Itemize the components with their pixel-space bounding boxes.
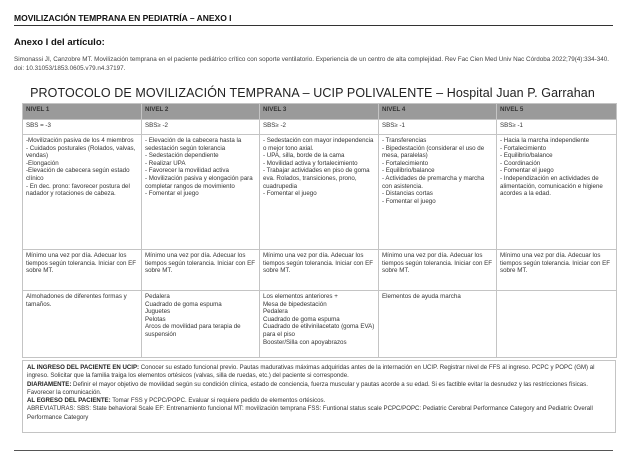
note-label: DIARIAMENTE: (27, 380, 72, 388)
level-header-row (23, 104, 617, 120)
activity-item: - Fomentar el juego (145, 190, 199, 198)
activity-item: -Elongación (26, 159, 59, 167)
activity-item: - Hacia la marcha independiente (500, 137, 590, 144)
activity-item: - Cuidados posturales (Rolados, valvas, vendas) (26, 144, 136, 160)
article-citation: Simonassi JI, Canzobre MT. Movilización temprana en el paciente pediátrico crítico con soporte ventilatorio. Experiencia de un centro de alta complejidad. Rev Fac Cien Med Univ Nac Córdoba 2022;79(4):334-340. doi: 10.31053/1853.0605.v79.n4.37197. (14, 56, 610, 72)
equipment-item: Pedalera (263, 308, 288, 316)
activity-item: - Sedestación dependiente (145, 152, 219, 160)
equipment-item: Pelotas (145, 315, 166, 323)
frequency-row (23, 250, 617, 291)
activity-item: - Equilibrio/balance (382, 167, 435, 175)
note-abbreviations: ABREVIATURAS: SBS: State behavioral Scale EF: Entrenamiento funcional MT: movilización temprana FSS: Funtional status scale PCPC/POPC: Pediatric Cerebral Performance Category and Pediatric Overall Performance Category (27, 405, 593, 421)
activities-row (23, 135, 617, 250)
annex-heading: Anexo I del artículo: (14, 37, 105, 48)
activity-item: - Equilibrio/balance (500, 152, 553, 160)
note-ingreso (27, 364, 611, 381)
activity-item: - Movilización pasiva y elongación para completar rangos de movimiento (145, 174, 253, 190)
activity-item: - Fortalecimiento (500, 144, 547, 152)
sbs-cell: SBS≥ -1 (379, 120, 497, 135)
note-text: Conocer su estado funcional previo. Pautas madurativas máximas adquiridas antes de la internación en UCIP. Registrar nivel de FFS al ingreso. PCPC y POPC (GM) al ingreso. Solicitar que la familia traiga los elementos ortésicos (valvas, silla de ruedas, etc.) del paciente si corresponde. (27, 364, 595, 380)
level-header: NIVEL 2 (142, 104, 260, 120)
level-header: NIVEL 1 (23, 104, 142, 120)
header-divider (14, 25, 613, 26)
activities-cell (379, 135, 497, 250)
activity-item: - Coordinación (500, 159, 541, 167)
activity-item: - Fomentar el juego (263, 190, 317, 198)
sbs-cell: SBS = -3 (23, 120, 142, 135)
activity-item: - Actividades de premarcha y marcha con asistencia. (382, 174, 485, 190)
activity-item: - Realizar UPA (145, 159, 186, 167)
note-text: Tomar FSS y PCPC/POPC. Evaluar si requiere pedido de elementos ortésicos. (110, 397, 326, 405)
equipment-item: Los elementos anteriores + (263, 293, 338, 300)
equipment-item: Juguetes (145, 308, 171, 316)
level-header: NIVEL 3 (260, 104, 379, 120)
activity-item: - Movilidad activa y fortalecimiento (263, 159, 358, 167)
note-egreso (27, 397, 611, 405)
level-header: NIVEL 5 (497, 104, 617, 120)
activities-cell (260, 135, 379, 250)
equipment-cell (379, 291, 497, 358)
protocol-notes (22, 360, 616, 433)
frequency-cell: Mínimo una vez por día. Adecuar los tiempos según tolerancia. Iniciar con EF sobre MT. (379, 250, 497, 291)
activities-cell (497, 135, 617, 250)
sbs-row (23, 120, 617, 135)
activity-item: - Independización en actividades de alimentación, comunicación e higiene acordes a la edad. (500, 174, 603, 198)
protocol-title: PROTOCOLO DE MOVILIZACIÓN TEMPRANA – UCIP POLIVALENTE – Hospital Juan P. Garrahan (30, 86, 595, 100)
activity-item: - Fomentar el juego (500, 167, 554, 175)
equipment-item: Cuadrado de goma espuma (263, 315, 340, 323)
note-text: Definir el mayor objetivo de movilidad según su condición clínica, estado de conciencia, fuerza muscular y pautas acorde a su edad. Si es factible evitar la desnudez y las restricciones físicas. Favorecer la comunicación. (27, 380, 588, 396)
activity-item: - Distancias cortas (382, 190, 433, 198)
sbs-cell: SBS≥ -1 (497, 120, 617, 135)
running-header: MOVILIZACIÓN TEMPRANA EN PEDIATRÍA – ANEXO I (14, 13, 232, 23)
sbs-cell: SBS≥ -2 (260, 120, 379, 135)
frequency-cell: Mínimo una vez por día. Adecuar los tiempos según tolerancia. Iniciar con EF sobre MT. (497, 250, 617, 291)
equipment-item: Mesa de bipedestación (263, 300, 327, 308)
protocol-table (22, 103, 617, 358)
footer-divider (14, 450, 613, 451)
equipment-cell (142, 291, 260, 358)
note-label: AL EGRESO DEL PACIENTE: (27, 397, 111, 405)
activity-item: -Elevación de cabecera según estado clínico (26, 167, 130, 182)
activity-item: - En dec. prono: favorecer postura del nadador y rotaciones de cabeza. (26, 182, 130, 198)
note-label: AL INGRESO DEL PACIENTE EN UCIP: (27, 364, 140, 371)
frequency-cell: Mínimo una vez por día. Adecuar los tiempos según tolerancia. Iniciar con EF sobre MT. (142, 250, 260, 291)
equipment-cell (23, 291, 142, 358)
frequency-cell: Mínimo una vez por día. Adecuar los tiempos según tolerancia. Iniciar con EF sobre MT. (260, 250, 379, 291)
activity-item: - Trabajar actividades en piso de goma eva. Rolados, transiciones, prono, cuadrupedia (263, 167, 370, 190)
equipment-item: Elementos de ayuda marcha (382, 293, 461, 300)
equipment-item: Cuadrado de etilvinilacetato (goma EVA) para el piso (263, 323, 375, 338)
activity-item: - Sedestación con mayor independencia o mejor tono axial. (263, 137, 374, 152)
note-diario (27, 381, 611, 398)
equipment-cell (260, 291, 379, 358)
equipment-row (23, 291, 617, 358)
equipment-cell (497, 291, 617, 358)
activity-item: - Bipedestación (considerar el uso de mesa, paralelas) (382, 144, 485, 160)
activity-item: - Fortalecimiento (382, 159, 429, 167)
equipment-item: Booster/Silla con apoyabrazos (263, 338, 347, 346)
activity-item: - UPA, silla, borde de la cama (263, 152, 345, 160)
level-header: NIVEL 4 (379, 104, 497, 120)
equipment-item: Pedalera (145, 293, 170, 300)
sbs-cell: SBS≥ -2 (142, 120, 260, 135)
equipment-item: Cuadrado de goma espuma (145, 300, 222, 308)
activity-item: - Elevación de la cabecera hasta la sedestación según tolerancia (145, 137, 242, 152)
activity-item: - Favorecer la movilidad activa (145, 167, 229, 175)
activities-cell (23, 135, 142, 250)
frequency-cell: Mínimo una vez por día. Adecuar los tiempos según tolerancia. Iniciar con EF sobre MT. (23, 250, 142, 291)
activity-item: -Movilización pasiva de los 4 miembros (26, 137, 134, 144)
equipment-item: Almohadones de diferentes formas y tamaños. (26, 293, 127, 308)
equipment-item: Arcos de movilidad para terapia de suspensión (145, 323, 241, 338)
activity-item: - Fomentar el juego (382, 197, 436, 205)
activities-cell (142, 135, 260, 250)
activity-item: - Transferencias (382, 137, 427, 144)
